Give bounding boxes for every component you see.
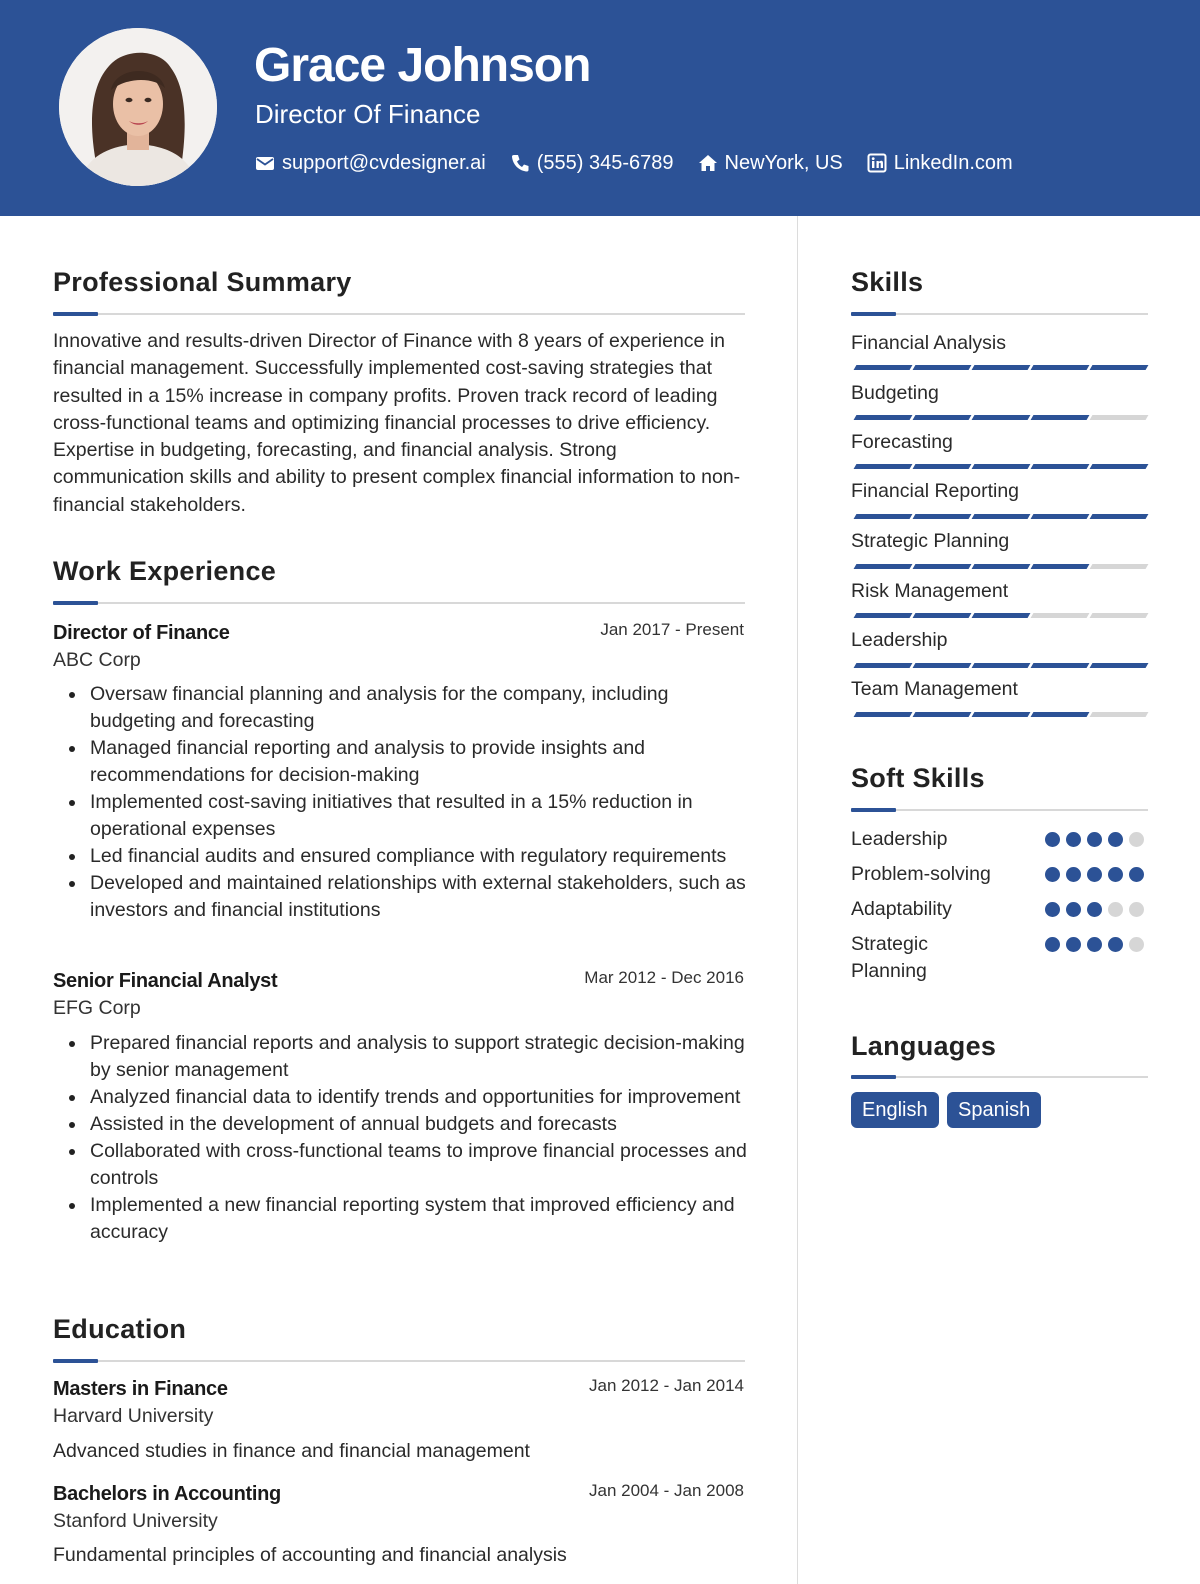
rating-dot: [1066, 867, 1081, 882]
summary-heading: Professional Summary: [53, 267, 352, 297]
skill-level-bar: [852, 712, 1148, 717]
skill-level-segment: [972, 564, 1031, 569]
skill-level-segment: [1090, 663, 1149, 668]
education-description: Fundamental principles of accounting and financial analysis: [53, 1544, 567, 1566]
education-school: Harvard University: [53, 1405, 214, 1427]
job-title: Director of Finance: [53, 622, 230, 644]
skill-level-segment: [1090, 613, 1149, 618]
skill-level-segment: [854, 514, 913, 519]
skill-level-segment: [1031, 464, 1090, 469]
contact-email-text: support@cvdesigner.ai: [282, 151, 486, 174]
column-divider: [797, 216, 798, 1584]
job-bullets: [90, 1030, 750, 1246]
skill-level-segment: [913, 564, 972, 569]
skill-level-segment: [913, 712, 972, 717]
contact-phone-text: (555) 345-6789: [536, 151, 674, 174]
skill-level-segment: [1090, 464, 1149, 469]
soft-skill-name: Leadership: [851, 828, 948, 850]
skill-level-bar: [852, 613, 1148, 618]
skill-level-segment: [913, 464, 972, 469]
soft-skill-rating: [1045, 902, 1149, 918]
rating-dot: [1045, 867, 1060, 882]
contact-email[interactable]: [255, 152, 486, 175]
rating-dot: [1129, 937, 1144, 952]
education-degree: Bachelors in Accounting: [53, 1483, 281, 1505]
contact-location-text: NewYork, US: [724, 151, 843, 174]
education-date: Jan 2012 - Jan 2014: [588, 1376, 744, 1395]
soft-skill-rating: [1045, 832, 1149, 848]
job-bullet: Analyzed financial data to identify trends and opportunities for improvement: [90, 1084, 750, 1111]
skill-level-segment: [1090, 564, 1149, 569]
rating-dot: [1129, 902, 1144, 917]
education-description: Advanced studies in finance and financial management: [53, 1440, 530, 1462]
language-badge: Spanish: [947, 1092, 1041, 1128]
job-bullet: Prepared financial reports and analysis to support strategic decision-making by senior management: [90, 1030, 750, 1084]
skill-level-segment: [913, 514, 972, 519]
candidate-title: Director Of Finance: [255, 99, 481, 129]
soft-skill-rating: [1045, 867, 1149, 883]
summary-text: Innovative and results-driven Director of Finance with 8 years of experience in financial management. Successfully implemented cost-saving strategies that resulted in a 15% increase in company profits. Proven track record of leading cross-functional teams and optimizing financial processes to drive efficiency. Expertise in budgeting, forecasting, and financial analysis. Strong communication skills and ability to present complex financial information to non-financial stakeholders.: [53, 330, 741, 516]
summary-rule: [53, 313, 745, 315]
phone-icon: [510, 153, 530, 173]
skills-rule: [851, 313, 1148, 315]
skill-level-segment: [1090, 365, 1149, 370]
skill-level-segment: [913, 365, 972, 370]
soft-skill-name: Adaptability: [851, 898, 952, 920]
profile-photo-image: [59, 28, 217, 186]
skill-level-bar: [852, 365, 1148, 370]
skill-level-segment: [854, 365, 913, 370]
job-date: Jan 2017 - Present: [600, 620, 744, 639]
skill-level-segment: [1090, 712, 1149, 717]
education-school: Stanford University: [53, 1510, 218, 1532]
job-bullet: Collaborated with cross-functional teams to improve financial processes and controls: [90, 1138, 750, 1192]
rating-dot: [1108, 902, 1123, 917]
skill-name: Financial Analysis: [851, 332, 1006, 354]
skill-level-segment: [854, 712, 913, 717]
soft-skill-name: Problem-solving: [851, 863, 991, 885]
skill-level-segment: [1031, 415, 1090, 420]
skill-level-segment: [1031, 564, 1090, 569]
skill-level-bar: [852, 514, 1148, 519]
rating-dot: [1129, 867, 1144, 882]
rating-dot: [1108, 867, 1123, 882]
education-degree: Masters in Finance: [53, 1378, 228, 1400]
job-bullet: Managed financial reporting and analysis to provide insights and recommendations for decision-making: [90, 735, 750, 789]
candidate-name: Grace Johnson: [254, 39, 591, 92]
skill-level-segment: [854, 415, 913, 420]
education-heading: Education: [53, 1314, 187, 1344]
rating-dot: [1066, 937, 1081, 952]
skill-level-bar: [852, 564, 1148, 569]
envelope-icon: [255, 153, 275, 173]
languages-rule: [851, 1076, 1148, 1078]
rating-dot: [1045, 902, 1060, 917]
skill-level-segment: [1031, 712, 1090, 717]
rating-dot: [1066, 902, 1081, 917]
job-date: Mar 2012 - Dec 2016: [584, 968, 744, 987]
education-rule: [53, 1360, 745, 1362]
job-bullet: Assisted in the development of annual budgets and forecasts: [90, 1111, 750, 1138]
skill-name: Risk Management: [851, 580, 1009, 602]
skill-level-segment: [854, 564, 913, 569]
language-badge: English: [851, 1092, 939, 1128]
skill-level-segment: [972, 464, 1031, 469]
skill-name: Strategic Planning: [851, 530, 1010, 552]
job-bullet: Oversaw financial planning and analysis for the company, including budgeting and forecasting: [90, 681, 750, 735]
skill-level-segment: [854, 613, 913, 618]
skill-level-segment: [913, 613, 972, 618]
rating-dot: [1087, 937, 1102, 952]
job-company: EFG Corp: [53, 997, 141, 1019]
experience-heading: Work Experience: [53, 556, 277, 586]
profile-photo: [59, 28, 217, 186]
rating-dot: [1066, 832, 1081, 847]
rating-dot: [1129, 832, 1144, 847]
soft-skills-rule: [851, 809, 1148, 811]
skill-level-bar: [852, 464, 1148, 469]
skill-name: Forecasting: [851, 431, 953, 453]
job-bullets: [90, 681, 750, 924]
job-company: ABC Corp: [53, 649, 141, 671]
skill-level-bar: [852, 663, 1148, 668]
contact-location: [698, 152, 843, 175]
linkedin-icon: [867, 153, 887, 173]
job-bullet: Developed and maintained relationships with external stakeholders, such as investors and financial institutions: [90, 870, 750, 924]
skill-level-segment: [1031, 613, 1090, 618]
contact-phone[interactable]: [510, 152, 674, 175]
skill-level-bar: [852, 415, 1148, 420]
skill-level-segment: [1031, 365, 1090, 370]
contact-linkedin-text: LinkedIn.com: [893, 151, 1013, 174]
rating-dot: [1045, 832, 1060, 847]
job-title: Senior Financial Analyst: [53, 970, 278, 992]
skill-name: Leadership: [851, 629, 948, 651]
skill-level-segment: [972, 613, 1031, 618]
rating-dot: [1087, 902, 1102, 917]
soft-skill-rating: [1045, 937, 1149, 953]
skill-level-segment: [1031, 514, 1090, 519]
job-bullet: Implemented cost-saving initiatives that resulted in a 15% reduction in operational expenses: [90, 789, 750, 843]
resume-header: [0, 0, 1200, 216]
job-bullet: Led financial audits and ensured compliance with regulatory requirements: [90, 843, 750, 870]
skill-level-segment: [854, 663, 913, 668]
skill-level-segment: [972, 663, 1031, 668]
soft-skills-heading: Soft Skills: [851, 763, 985, 793]
soft-skill-name: Strategic Planning: [851, 933, 928, 982]
rating-dot: [1108, 832, 1123, 847]
contact-bar: [255, 148, 1037, 178]
education-date: Jan 2004 - Jan 2008: [588, 1481, 744, 1500]
home-icon: [698, 153, 718, 173]
skill-level-segment: [913, 663, 972, 668]
skill-name: Financial Reporting: [851, 480, 1020, 502]
skill-level-segment: [854, 464, 913, 469]
skill-level-segment: [1090, 415, 1149, 420]
rating-dot: [1108, 937, 1123, 952]
skill-level-segment: [1090, 514, 1149, 519]
experience-rule: [53, 602, 745, 604]
skill-level-segment: [972, 415, 1031, 420]
rating-dot: [1087, 832, 1102, 847]
skill-level-segment: [913, 415, 972, 420]
skill-level-segment: [1031, 663, 1090, 668]
skill-level-segment: [972, 712, 1031, 717]
skill-level-segment: [972, 365, 1031, 370]
rating-dot: [1087, 867, 1102, 882]
skill-name: Team Management: [851, 678, 1018, 700]
skill-level-segment: [972, 514, 1031, 519]
skills-heading: Skills: [851, 267, 924, 297]
languages-heading: Languages: [851, 1031, 997, 1061]
contact-linkedin[interactable]: [867, 152, 1013, 175]
rating-dot: [1045, 937, 1060, 952]
skill-name: Budgeting: [851, 382, 939, 404]
job-bullet: Implemented a new financial reporting system that improved efficiency and accuracy: [90, 1192, 750, 1246]
